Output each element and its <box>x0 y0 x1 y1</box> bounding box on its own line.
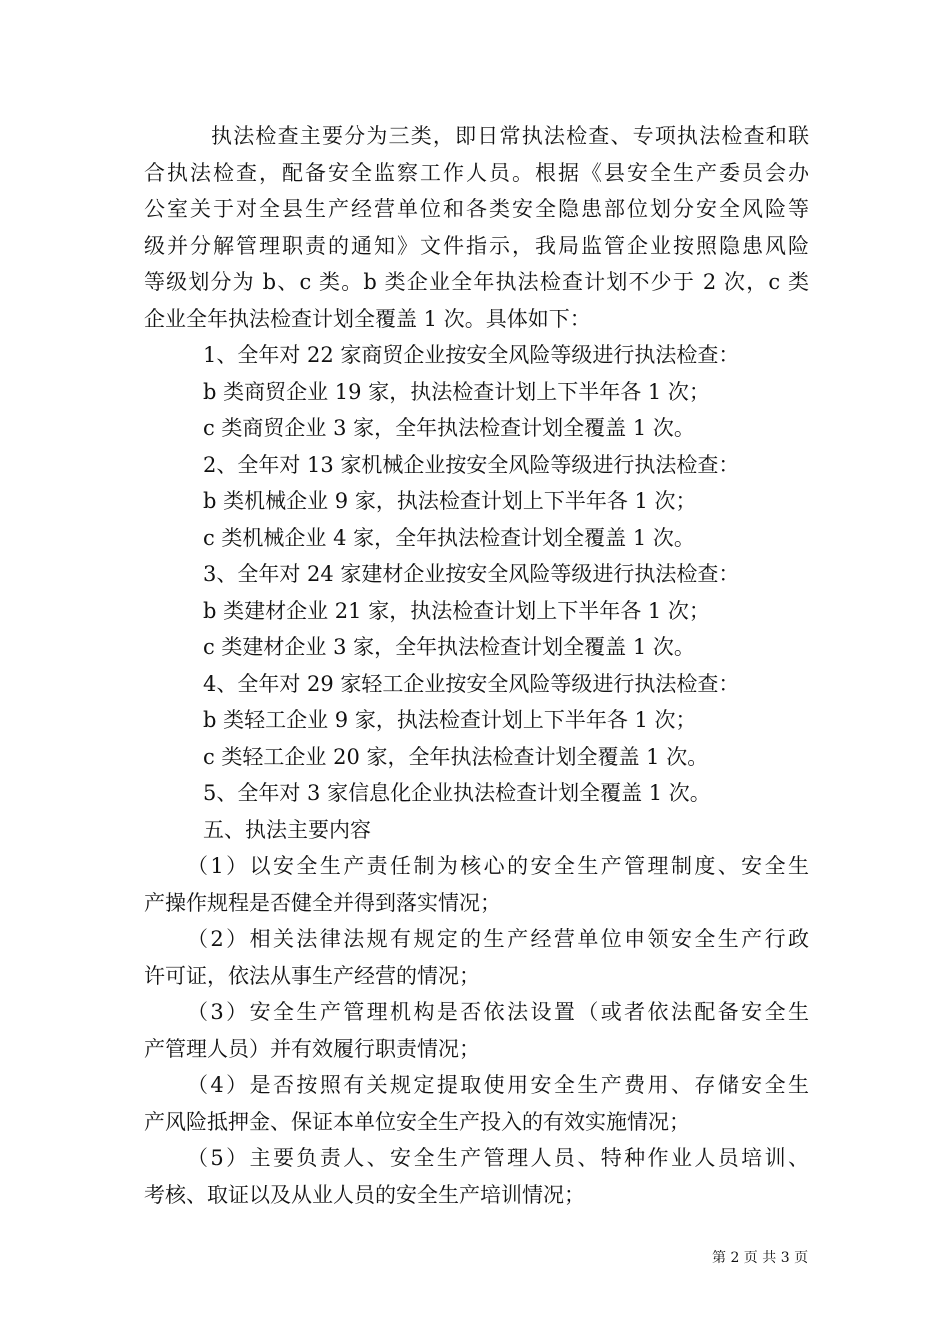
body-text-line: 公室关于对全县生产经营单位和各类安全隐患部位划分安全风险等 <box>144 197 809 221</box>
body-text-line: （3）安全生产管理机构是否依法设置（或者依法配备安全生 <box>187 1000 809 1024</box>
body-text-line: b 类机械企业 9 家，执法检查计划上下半年各 1 次； <box>203 489 697 513</box>
body-text-line: 产风险抵押金、保证本单位安全生产投入的有效实施情况； <box>144 1109 690 1134</box>
document-body <box>144 118 809 1213</box>
body-text-line: （1）以安全生产责任制为核心的安全生产管理制度、安全生 <box>187 854 809 878</box>
body-text-line: 1、全年对 22 家商贸企业按安全风险等级进行执法检查： <box>203 343 740 367</box>
body-text-line: 3、全年对 24 家建材企业按安全风险等级进行执法检查： <box>203 562 740 586</box>
body-text-line: c 类轻工企业 20 家，全年执法检查计划全覆盖 1 次。 <box>203 744 709 769</box>
body-text-line: 产管理人员）并有效履行职责情况； <box>144 1036 480 1061</box>
body-text-line: b 类轻工企业 9 家，执法检查计划上下半年各 1 次； <box>203 708 697 732</box>
body-text-line: 产操作规程是否健全并得到落实情况； <box>144 890 501 915</box>
body-text-line: 考核、取证以及从业人员的安全生产培训情况； <box>144 1182 585 1207</box>
body-text-line: b 类建材企业 21 家，执法检查计划上下半年各 1 次； <box>203 598 710 623</box>
body-text-line: （4）是否按照有关规定提取使用安全生产费用、存储安全生 <box>187 1073 809 1097</box>
body-text-line: 企业全年执法检查计划全覆盖 1 次。具体如下： <box>144 306 591 331</box>
body-text-line: b 类商贸企业 19 家，执法检查计划上下半年各 1 次； <box>203 379 710 404</box>
body-text-line: c 类商贸企业 3 家，全年执法检查计划全覆盖 1 次。 <box>203 416 695 440</box>
body-text-line: 2、全年对 13 家机械企业按安全风险等级进行执法检查： <box>203 452 740 477</box>
body-text-line: 5、全年对 3 家信息化企业执法检查计划全覆盖 1 次。 <box>203 781 711 805</box>
body-text-line: 许可证，依法从事生产经营的情况； <box>144 963 480 988</box>
body-text-line: 执法检查主要分为三类，即日常执法检查、专项执法检查和联 <box>211 124 809 148</box>
body-text-line: 等级划分为 b、c 类。b 类企业全年执法检查计划不少于 2 次，c 类 <box>144 270 809 294</box>
body-text-line: （2）相关法律法规有规定的生产经营单位申领安全生产行政 <box>187 927 809 951</box>
body-text-line: 合执法检查，配备安全监察工作人员。根据《县安全生产委员会办 <box>144 160 809 185</box>
body-text-line: 4、全年对 29 家轻工企业按安全风险等级进行执法检查： <box>203 671 740 696</box>
body-text-line: c 类机械企业 4 家，全年执法检查计划全覆盖 1 次。 <box>203 525 695 550</box>
page-number-footer: 第 2 页 共 3 页 <box>712 1250 809 1266</box>
body-text-line: c 类建材企业 3 家，全年执法检查计划全覆盖 1 次。 <box>203 635 695 659</box>
body-text-line: 级并分解管理职责的通知》文件指示，我局监管企业按照隐患风险 <box>144 233 809 258</box>
body-text-line: （5）主要负责人、安全生产管理人员、特种作业人员培训、 <box>187 1146 809 1170</box>
body-text-line: 五、执法主要内容 <box>203 817 371 842</box>
